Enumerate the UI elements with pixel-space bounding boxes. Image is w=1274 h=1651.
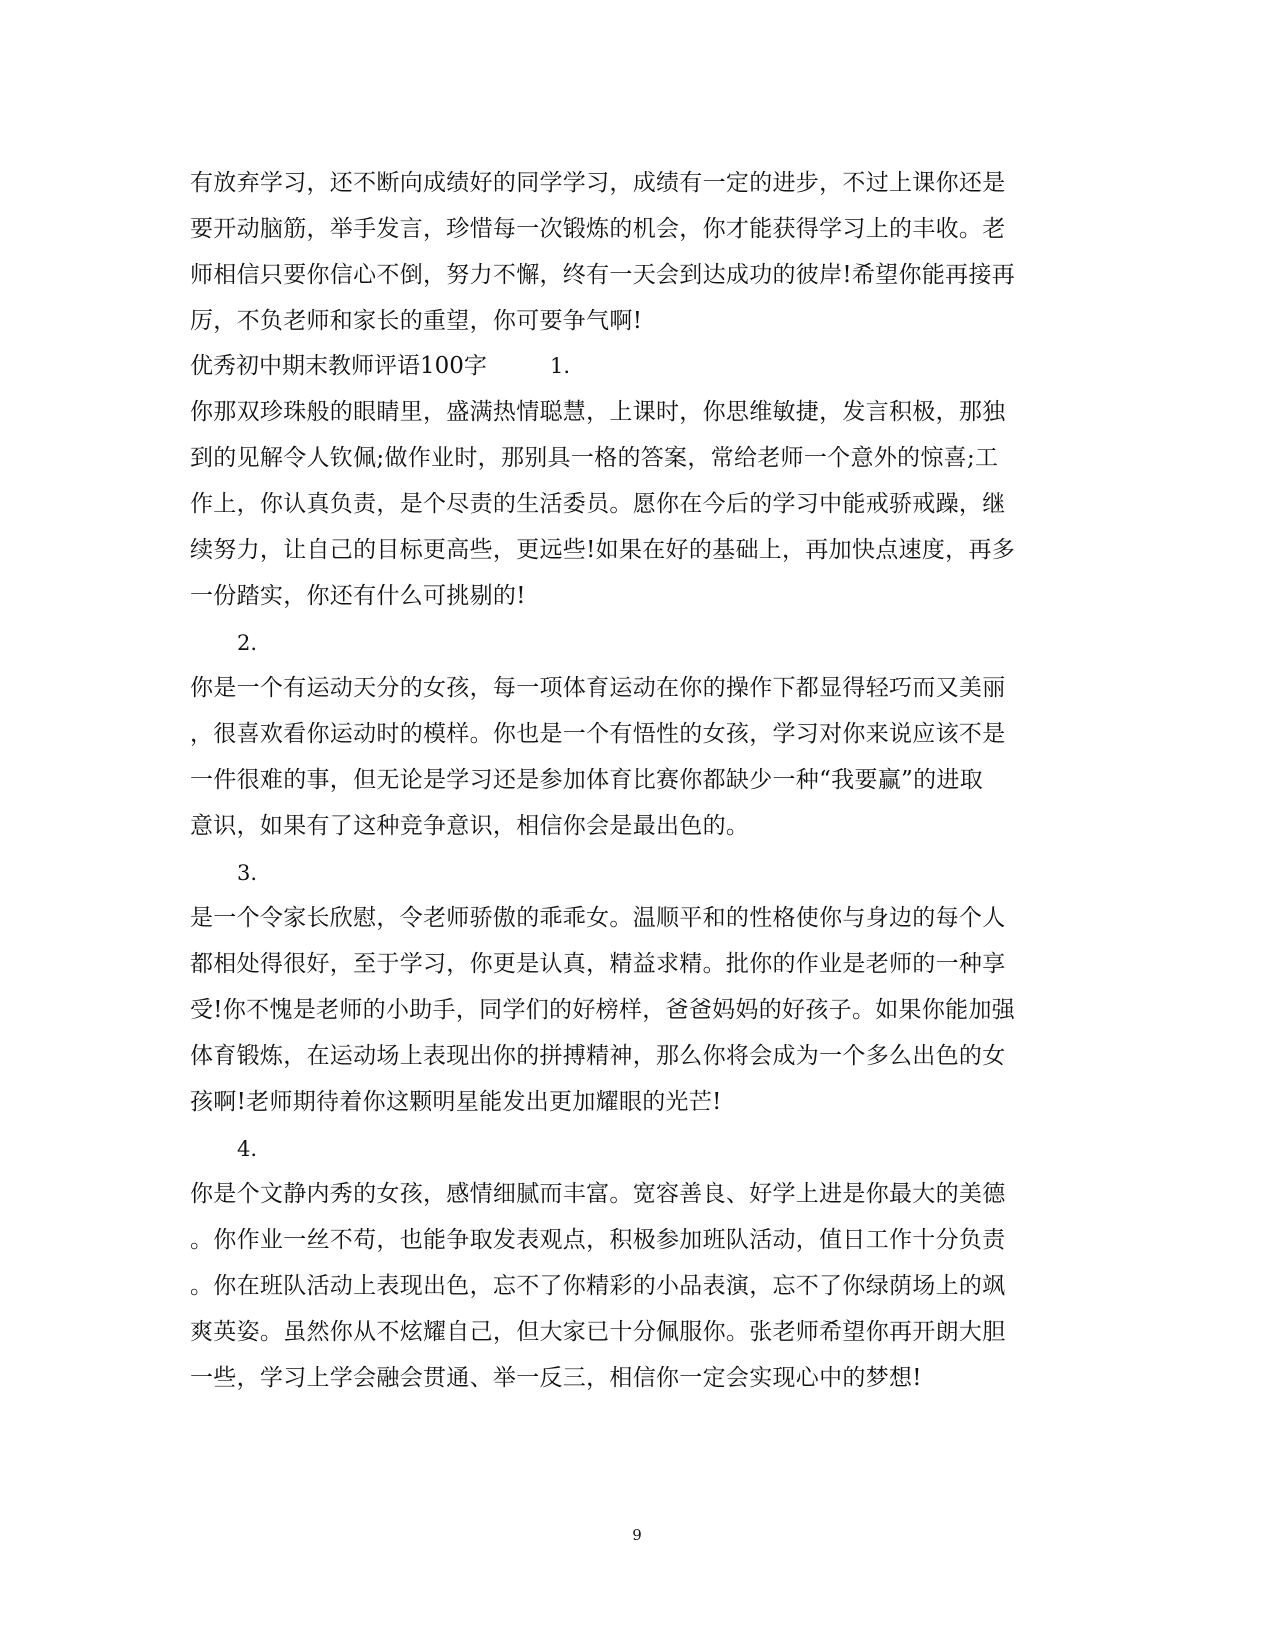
comment-line: 一件很难的事，但无论是学习还是参加体育比赛你都缺少一种“我要赢”的进取 bbox=[190, 767, 984, 793]
comment-line: 是一个令家长欣慰，令老师骄傲的乖乖女。温顺平和的性格使你与身边的每个人 bbox=[190, 905, 1006, 931]
paragraph-line: 厉，不负老师和家长的重望，你可要争气啊! bbox=[190, 308, 643, 334]
item-number: 1. bbox=[550, 354, 571, 378]
comment-line: ，很喜欢看你运动时的模样。你也是一个有悟性的女孩，学习对你来说应该不是 bbox=[190, 721, 1006, 747]
comment-line: 。你在班队活动上表现出色，忘不了你精彩的小品表演，忘不了你绿荫场上的飒 bbox=[190, 1273, 1006, 1299]
comment-line: 爽英姿。虽然你从不炫耀自己，但大家已十分佩服你。张老师希望你再开朗大胆 bbox=[190, 1319, 1006, 1345]
comment-line: 孩啊!老师期待着你这颗明星能发出更加耀眼的光芒! bbox=[190, 1089, 722, 1115]
comment-line: 你那双珍珠般的眼睛里，盛满热情聪慧，上课时，你思维敏捷，发言积极，那独 bbox=[190, 399, 1006, 425]
comment-line: 一份踏实，你还有什么可挑剔的! bbox=[190, 583, 526, 609]
comment-line: 你是个文静内秀的女孩，感情细腻而丰富。宽容善良、好学上进是你最大的美德 bbox=[190, 1181, 1006, 1207]
comment-line: 你是一个有运动天分的女孩，每一项体育运动在你的操作下都显得轻巧而又美丽 bbox=[190, 675, 1006, 701]
comment-line: 体育锻炼，在运动场上表现出你的拼搏精神，那么你将会成为一个多么出色的女 bbox=[190, 1043, 1006, 1069]
section-heading: 优秀初中期末教师评语100字 bbox=[190, 353, 487, 379]
item-number: 2. bbox=[237, 631, 258, 655]
comment-line: 都相处得很好，至于学习，你更是认真，精益求精。批你的作业是老师的一种享 bbox=[190, 951, 1006, 977]
comment-line: 意识，如果有了这种竞争意识，相信你会是最出色的。 bbox=[190, 813, 750, 839]
item-number: 4. bbox=[237, 1137, 258, 1161]
comment-line: 受!你不愧是老师的小助手，同学们的好榜样，爸爸妈妈的好孩子。如果你能加强 bbox=[190, 997, 1016, 1023]
comment-line: 到的见解令人钦佩;做作业时，那别具一格的答案，常给老师一个意外的惊喜;工 bbox=[190, 445, 999, 471]
paragraph-line: 要开动脑筋，举手发言，珍惜每一次锻炼的机会，你才能获得学习上的丰收。老 bbox=[190, 216, 1006, 242]
comment-line: 续努力，让自己的目标更高些，更远些!如果在好的基础上，再加快点速度，再多 bbox=[190, 537, 1016, 563]
comment-line: 作上，你认真负责，是个尽责的生活委员。愿你在今后的学习中能戒骄戒躁，继 bbox=[190, 491, 1006, 517]
item-number: 3. bbox=[237, 861, 258, 885]
paragraph-line: 有放弃学习，还不断向成绩好的同学学习，成绩有一定的进步，不过上课你还是 bbox=[190, 170, 1006, 196]
comment-line: 一些，学习上学会融会贯通、举一反三，相信你一定会实现心中的梦想! bbox=[190, 1365, 922, 1391]
paragraph-line: 师相信只要你信心不倒，努力不懈，终有一天会到达成功的彼岸!希望你能再接再 bbox=[190, 262, 1016, 288]
page-number: 9 bbox=[632, 1526, 642, 1544]
comment-line: 。你作业一丝不苟，也能争取发表观点，积极参加班队活动，值日工作十分负责 bbox=[190, 1227, 1006, 1253]
